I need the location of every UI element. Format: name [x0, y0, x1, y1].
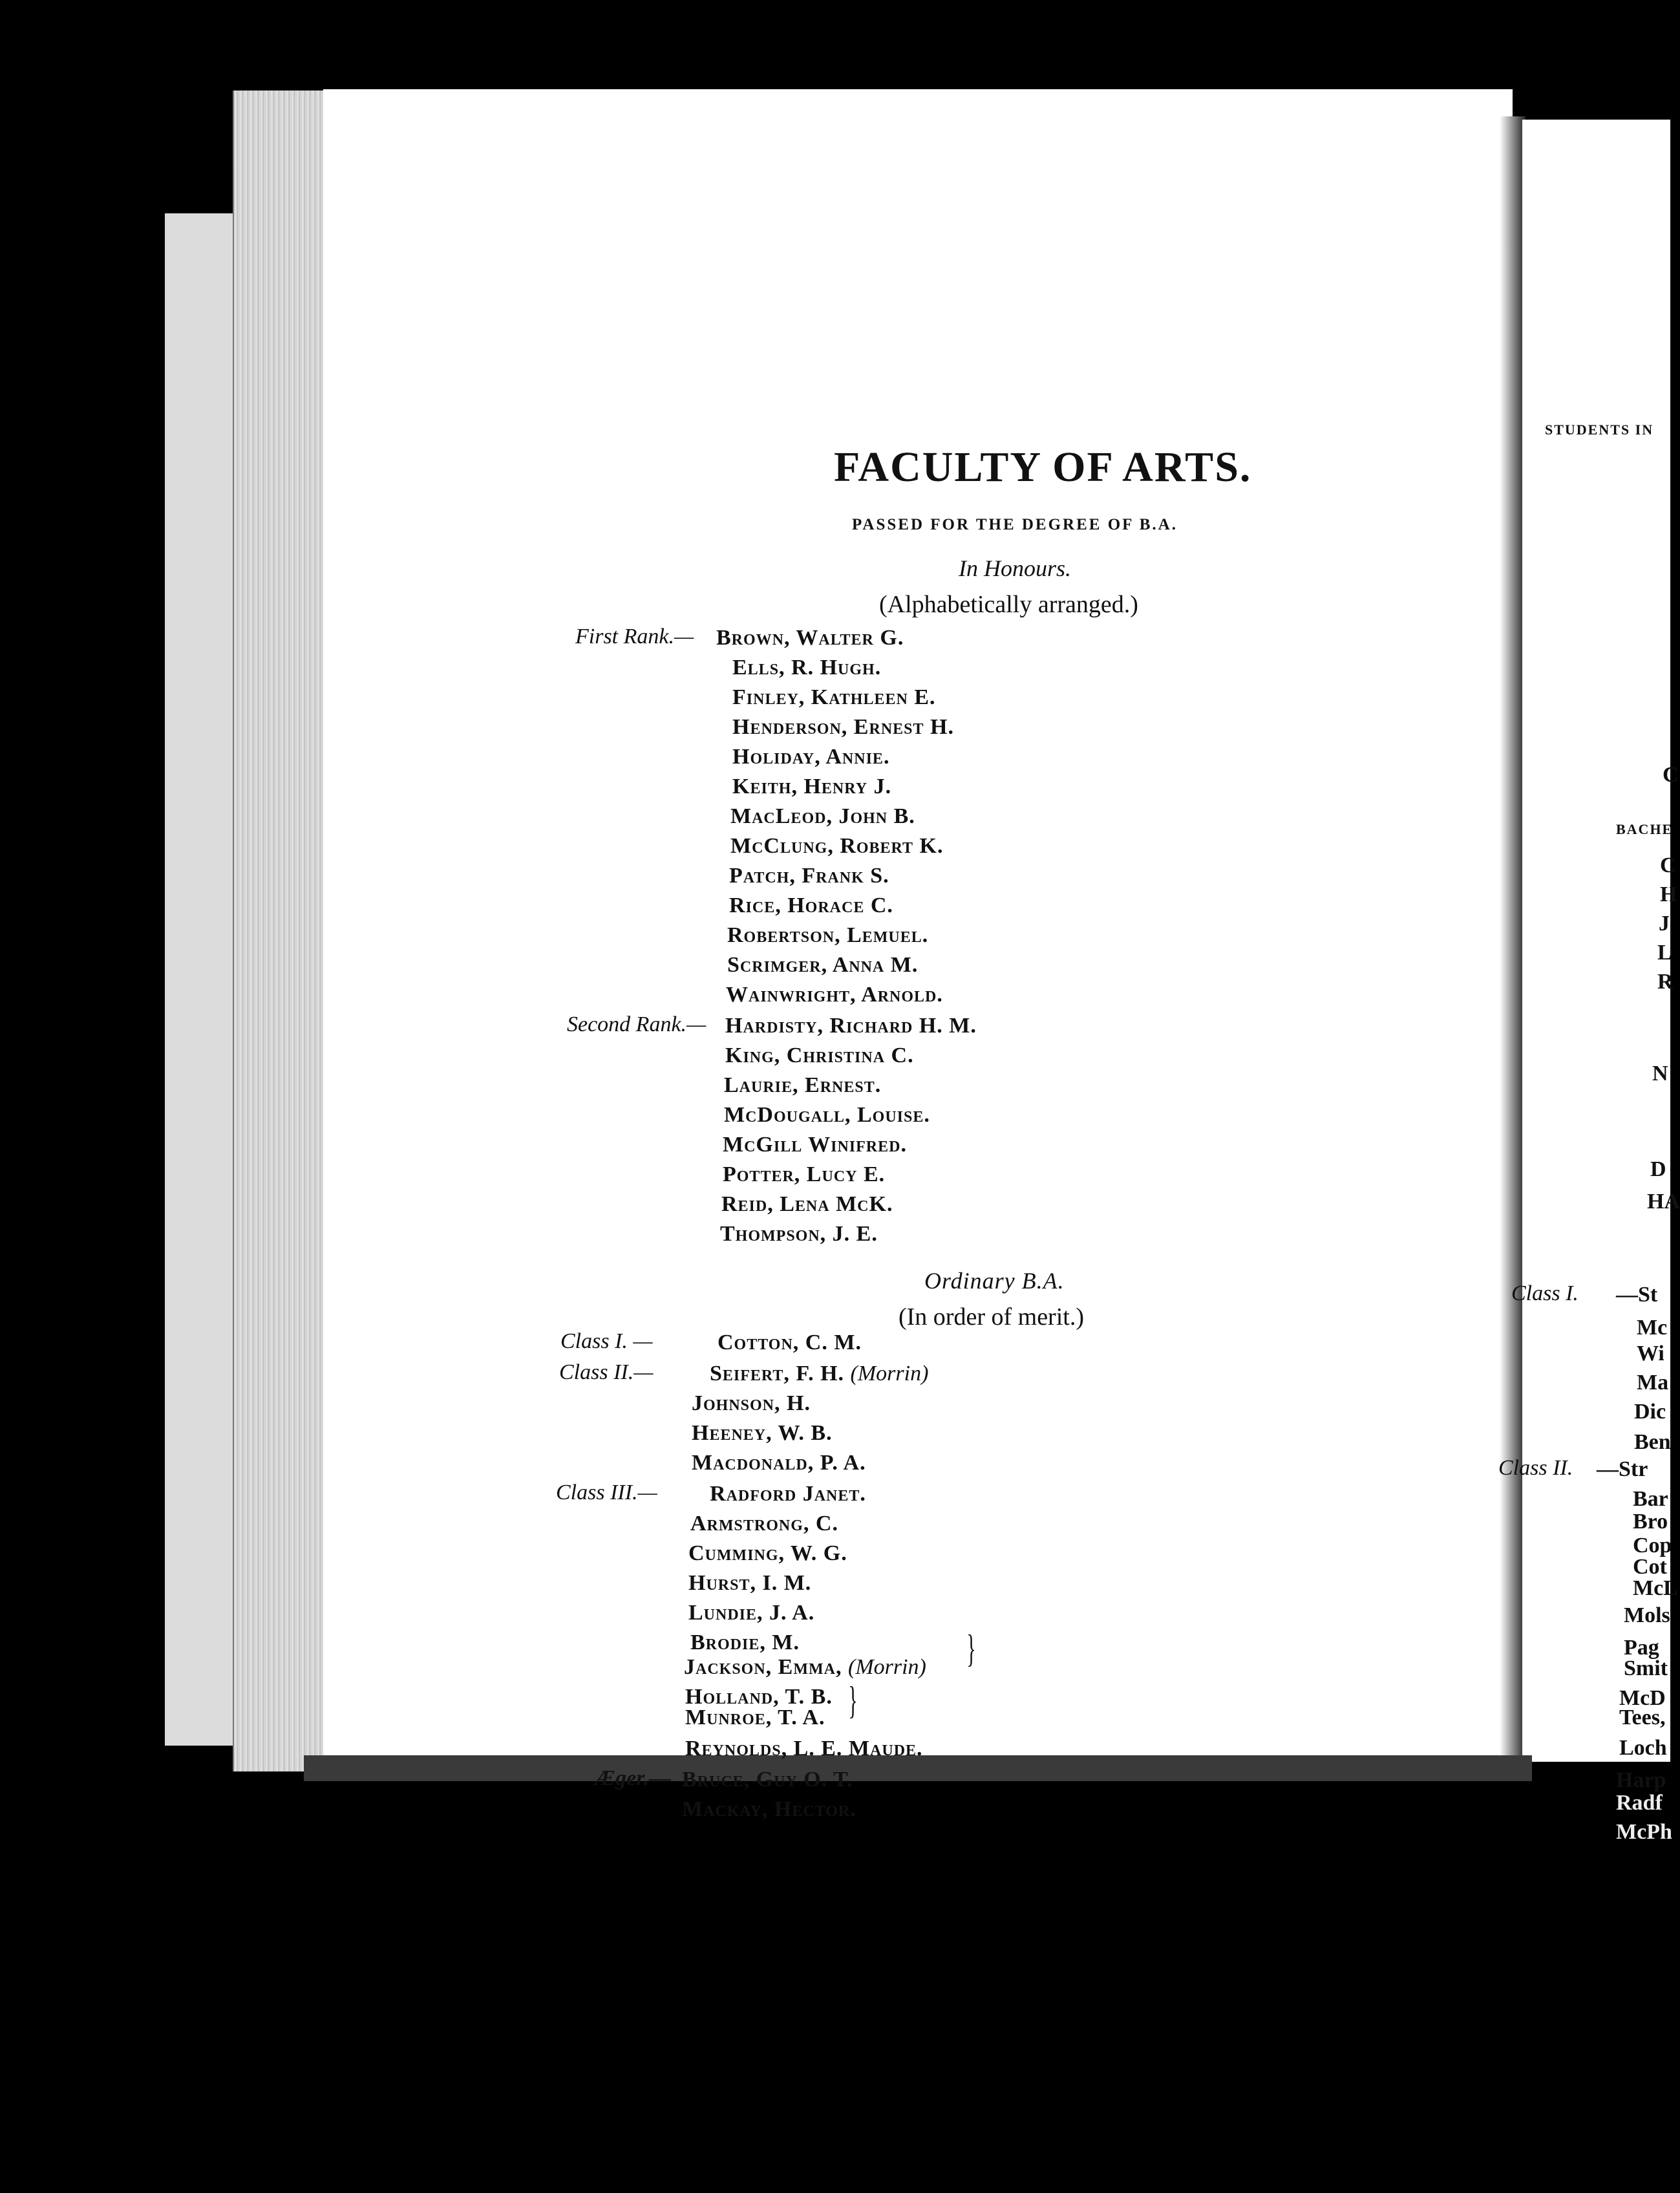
- right-fragment: Mols: [1624, 1603, 1670, 1627]
- list-item: Mackay, Hector.: [682, 1797, 856, 1821]
- list-item: Brown, Walter G.: [716, 626, 904, 650]
- class1-label: Class I. —: [560, 1329, 653, 1353]
- list-item: McGill Winifred.: [723, 1133, 907, 1157]
- list-item: Laurie, Ernest.: [724, 1073, 882, 1097]
- right-fragment: McPh: [1616, 1820, 1672, 1844]
- right-class2-label: Class II.: [1498, 1456, 1573, 1480]
- right-fragment: Wi: [1637, 1342, 1664, 1365]
- right-fragment: Pag: [1624, 1636, 1659, 1660]
- list-item: Robertson, Lemuel.: [727, 923, 929, 947]
- right-fragment: HA: [1647, 1190, 1680, 1214]
- ordinary-note: (In order of merit.): [898, 1303, 1084, 1331]
- page-subtitle: PASSED FOR THE DEGREE OF B.A.: [852, 516, 1178, 533]
- brace-bracket: }: [848, 1679, 858, 1722]
- right-fragment: Tees,: [1619, 1706, 1666, 1729]
- list-item: Reid, Lena McK.: [721, 1192, 893, 1216]
- list-item: Radford Janet.: [710, 1482, 866, 1506]
- list-item: Holiday, Annie.: [732, 745, 890, 769]
- right-fragment: Ben: [1634, 1430, 1671, 1454]
- right-fragment: Dic: [1634, 1400, 1666, 1424]
- jackson-name: Jackson, Emma,: [684, 1655, 848, 1679]
- right-class1-label: Class I.: [1511, 1281, 1579, 1305]
- list-item: Patch, Frank S.: [729, 864, 889, 888]
- list-item: Ells, R. Hugh.: [732, 656, 882, 679]
- honours-note: (Alphabetically arranged.): [879, 591, 1138, 618]
- right-fragment: Harp: [1616, 1768, 1666, 1792]
- list-item: Bruce, Guy O. T.: [682, 1768, 853, 1792]
- ordinary-heading: Ordinary B.A.: [924, 1268, 1065, 1294]
- right-fragment: R: [1657, 970, 1674, 994]
- class2-first-name: Seifert, F. H.: [710, 1362, 851, 1385]
- right-fragment: L: [1657, 941, 1672, 965]
- first-rank-label: First Rank.—: [575, 625, 694, 648]
- list-item: Cotton, C. M.: [718, 1331, 862, 1354]
- right-fragment: C: [1663, 763, 1679, 787]
- list-item: Lundie, J. A.: [688, 1601, 815, 1625]
- list-item: McDougall, Louise.: [724, 1103, 930, 1127]
- list-item: Reynolds, L. E. Maude.: [685, 1737, 923, 1760]
- list-item: Henderson, Ernest H.: [732, 715, 954, 739]
- right-fragment: Bro: [1633, 1510, 1668, 1534]
- list-item: Holland, T. B.: [685, 1685, 833, 1709]
- list-item: Macdonald, P. A.: [692, 1451, 866, 1475]
- list-item: Thompson, J. E.: [720, 1222, 878, 1246]
- book-gutter: [1500, 116, 1526, 1765]
- list-item: Wainwright, Arnold.: [726, 983, 943, 1007]
- jackson-note: (Morrin): [848, 1655, 926, 1679]
- page-title: FACULTY OF ARTS.: [834, 444, 1252, 491]
- aeger-label: Æger.—: [595, 1766, 672, 1790]
- honours-heading: In Honours.: [959, 555, 1072, 581]
- list-item: Keith, Henry J.: [732, 775, 892, 798]
- class2-label: Class II.—: [559, 1360, 654, 1384]
- list-item: Munroe, T. A.: [685, 1706, 825, 1729]
- list-item: Potter, Lucy E.: [723, 1162, 886, 1186]
- right-class1-frag: —St: [1616, 1283, 1658, 1307]
- right-class2-frag: —Str: [1597, 1457, 1648, 1481]
- list-item: McClung, Robert K.: [730, 834, 944, 858]
- right-page-header: STUDENTS IN: [1545, 422, 1654, 438]
- right-fragment: J: [1659, 912, 1670, 936]
- right-fragment: Cot: [1633, 1555, 1667, 1579]
- list-item: Scrimger, Anna M.: [727, 953, 919, 977]
- right-fragment: H: [1660, 883, 1677, 906]
- right-fragment: N: [1652, 1062, 1668, 1086]
- right-fragment: Ma: [1637, 1371, 1669, 1395]
- list-item: Johnson, H.: [692, 1391, 811, 1415]
- right-fragment: C: [1660, 853, 1676, 877]
- right-fragment: Smit: [1624, 1656, 1668, 1680]
- list-item: Finley, Kathleen E.: [732, 685, 936, 709]
- list-item: Heeney, W. B.: [692, 1421, 833, 1445]
- list-item: [684, 1656, 926, 1678]
- list-item: Armstrong, C.: [690, 1512, 838, 1535]
- class3-label: Class III.—: [556, 1481, 657, 1504]
- list-item: Cumming, W. G.: [688, 1541, 847, 1565]
- list-item: Brodie, M.: [690, 1631, 800, 1654]
- right-fragment: D: [1650, 1157, 1666, 1181]
- list-item: King, Christina C.: [725, 1043, 914, 1067]
- right-fragment: Loch: [1619, 1736, 1667, 1760]
- list-item: Rice, Horace C.: [729, 893, 893, 917]
- right-fragment: Bar: [1633, 1487, 1668, 1511]
- class2-first-note: (Morrin): [850, 1362, 929, 1385]
- right-fragment: McD: [1619, 1686, 1666, 1710]
- list-item: MacLeod, John B.: [730, 804, 915, 828]
- right-fragment: Mc: [1637, 1316, 1668, 1340]
- brace-bracket: }: [966, 1627, 976, 1670]
- list-item: [710, 1363, 928, 1385]
- right-fragment: BACHE: [1616, 821, 1674, 837]
- list-item: Hurst, I. M.: [688, 1571, 812, 1595]
- second-rank-label: Second Rank.—: [567, 1012, 707, 1036]
- right-fragment: McL: [1633, 1576, 1678, 1600]
- right-fragment: Cop: [1633, 1534, 1672, 1557]
- list-item: Hardisty, Richard H. M.: [725, 1014, 977, 1038]
- right-fragment: Radf: [1616, 1791, 1663, 1815]
